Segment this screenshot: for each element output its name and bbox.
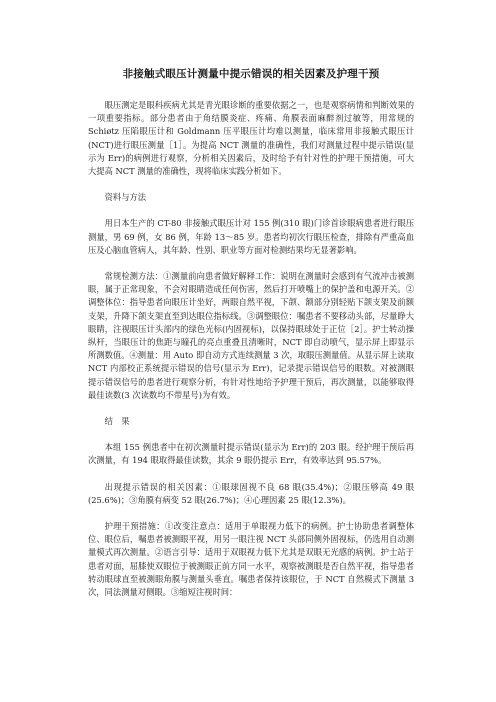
section-gap <box>88 507 414 520</box>
section-heading-results: 结 果 <box>104 416 130 427</box>
section-gap <box>88 178 414 191</box>
section-gap <box>88 257 414 270</box>
materials-paragraph: 用日本生产的 CT-80 非接触式眼压计对 155 例(310 眼)门诊首诊眼病患者进行眼压测量，男 69 例，女 86 例，年龄 13～85 岁。患者均初次行眼压检查，排除有严重高血压及心脑血管病人，其年龄、性别、职业等方面对检测结果均无显著影响。 <box>88 218 414 255</box>
section-heading-methods: 资料与方法 <box>104 192 147 203</box>
section-gap <box>88 204 414 217</box>
section-gap <box>88 468 414 481</box>
section-gap <box>88 428 414 441</box>
results-paragraph: 本组 155 例患者中在初次测量时提示错误(显示为 Err)的 203 眼。经护理干预后再次测量，有 194 眼取得最佳读数，其余 9 眼仍提示 Err，有效率达到 95.57%。 <box>88 442 414 466</box>
methods-paragraph: 常规检测方法：①测量前向患者做好解释工作：说明在测量时会感到有气流冲击被测眼，属于正常现象，不会对眼睛造成任何伤害，然后打开喷嘴上的保护盖和电源开关。②调整体位：指导患者向眼压计坐好，两眼自然平视，下颌、额部分别轻贴下颌支架及前额支架，升降下颌支架直至到达眼位指标线。③调整眼位：嘱患者不要移动头部，尽量睁大眼睛，注视眼压计头部内的绿色光标(内固视标)，以保持眼球处于正位［2］。护士转动操纵杆，当眼压计的焦距与瞳孔的亮点重叠且清晰时，NCT 即自动喷气，显示屏上即显示所测数值。④测量：用 Auto 即自动方式连续测量 3 次，取眼压测量值。从显示屏上读取 NCT 内部校正系统提示错误的信号(显示为 Err)，记录提示错误信号的眼数。对被测眼提示错误信号的患者进行观察分析，有针对性地给予护理干预后，再次测量，以能够取得最佳读数(3 次读数均不带星号)为有效。 <box>88 271 414 400</box>
interventions-paragraph: 护理干预措施：①改变注意点：适用于单眼视力低下的病例。护士协助患者调整体位、眼位后，嘱患者被测眼平视，用另一眼注视 NCT 头部同侧外固视标，仍选用自动测量模式再次测量。②语言引导：适用于双眼视力低下尤其是双眼无光感的病例。护士站于患者对面，屈膝使双眼位于被测眼正前方同一水平，观察被测眼是否自然平视，指导患者转动眼球直至被测眼角膜与测量头垂直。嘱患者保持该眼位，于 NCT 自然模式下测量 3 次，同法测量对侧眼。③缩短注视时间： <box>88 521 414 598</box>
intro-paragraph: 眼压测定是眼科疾病尤其是青光眼诊断的重要依据之一，也是观察病情和判断效果的一项重要指标。部分患者由于角结膜炎症、疼痛、角膜表面麻醉剂过敏等，用常规的 Schiøtz 压陷眼压计和 Goldmann 压平眼压计均难以测量，临床常用非接触式眼压计(NCT)进行眼压测量［1］。为提高 NCT 测量的准确性，我们对测量过程中提示错误(显示为 Err)的病例进行观察，分析相关因素后，及时给予有针对性的护理干预措施，可大大提高 NCT 测量的准确性，现将临床实践分析如下。 <box>88 100 414 177</box>
document-title: 非接触式眼压计测量中提示错误的相关因素及护理干预 <box>122 68 380 80</box>
section-gap <box>88 402 414 415</box>
factors-paragraph: 出现提示错误的相关因素：①眼球固视不良 68 眼(35.4%)；②眼压够高 49 眼(25.6%)；③角膜有病变 52 眼(26.7%)；④心理因素 25 眼(12.3%)。 <box>88 481 414 505</box>
